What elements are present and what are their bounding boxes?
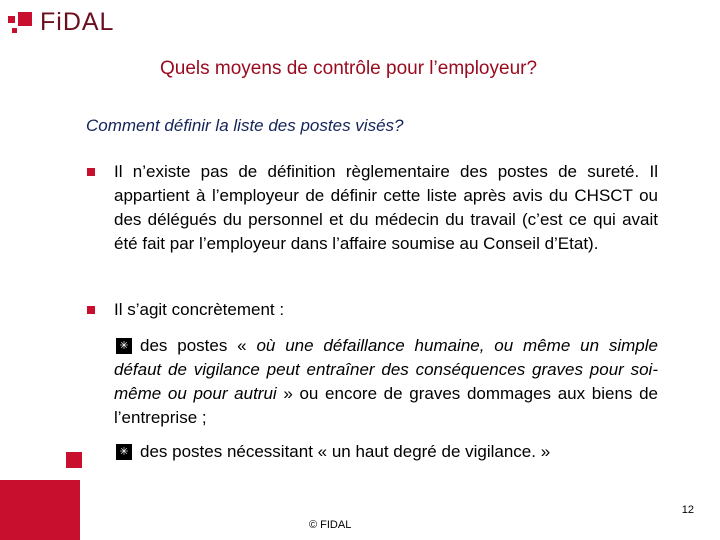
logo-square-tiny (12, 28, 17, 33)
copyright-footer: © FIDAL (309, 519, 352, 531)
bullet-paragraph-2: Il s’agit concrètement : (114, 300, 285, 319)
star-square-icon: ✳ (116, 444, 132, 460)
sub-item-1-quote: où une défaillance humaine, ou même un simple défaut de vigilance peut entraîner des conséquences graves pour soi-même ou pour autrui (114, 336, 658, 403)
bullet-square-icon (87, 168, 95, 176)
sub-item-1-tail: » ou encore de graves dommages aux biens de l’entreprise ; (114, 384, 658, 427)
sub-item-1-lead: des postes « (140, 336, 257, 355)
sub-item-1 (114, 334, 658, 430)
logo-square-large (18, 12, 32, 26)
bullet-paragraph-1: Il n’existe pas de définition règlementaire des postes de sureté. Il appartient à l’employeur de définir cette liste après avis du CHSCT ou des délégués du personnel et du médecin du travail (c’est ce qui avait été fait par l’employeur dans l’affaire soumise au Conseil d’Etat). (114, 162, 658, 253)
bullet-square-icon (87, 306, 95, 314)
decorative-red-block (0, 480, 80, 540)
decorative-red-square-small (66, 452, 82, 468)
logo-text: FiDAL (40, 8, 115, 36)
star-square-icon: ✳ (116, 338, 132, 354)
slide-subtitle: Comment définir la liste des postes visés? (86, 116, 404, 135)
logo-square-small (8, 16, 15, 23)
sub-item-2: des postes nécessitant « un haut degré de vigilance. » (140, 442, 551, 461)
page-number: 12 (681, 504, 694, 516)
slide-title: Quels moyens de contrôle pour l’employeur? (160, 58, 538, 79)
fidal-logo (8, 8, 128, 38)
